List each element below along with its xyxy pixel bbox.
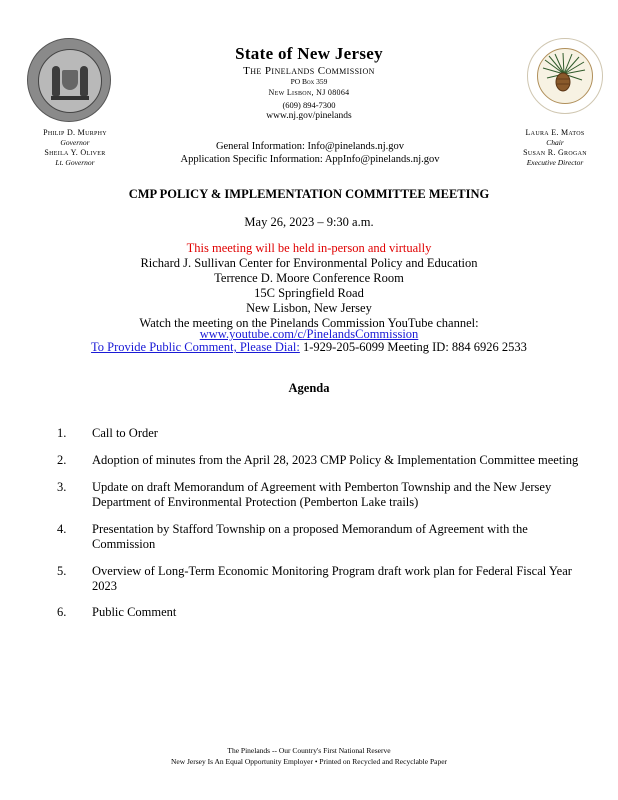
- watch-text: Watch the meeting on the Pinelands Commission YouTube channel:: [139, 316, 479, 330]
- governor-name: Philip D. Murphy: [43, 128, 107, 137]
- chair-name: Laura E. Matos: [525, 128, 585, 137]
- state-title: State of New Jersey: [235, 44, 383, 63]
- lt-governor-title: Lt. Governor: [55, 158, 95, 167]
- po-box: PO Box 359: [290, 77, 328, 86]
- agenda-item-text: Overview of Long-Term Economic Monitoring Program draft work plan for Federal Fiscal Year 2023: [92, 564, 572, 593]
- agenda-item-text: Call to Order: [92, 426, 158, 440]
- governor-title: Governor: [60, 138, 90, 147]
- youtube-link[interactable]: www.youtube.com/c/PinelandsCommission: [199, 327, 419, 341]
- location-line-4: New Lisbon, New Jersey: [246, 301, 372, 315]
- executive-director-name: Susan R. Grogan: [523, 148, 587, 157]
- agenda-item-text: Public Comment: [92, 605, 177, 619]
- location-line-2: Terrence D. Moore Conference Room: [214, 271, 404, 285]
- location-line-3: 15C Springfield Road: [254, 286, 364, 300]
- town-address: New Lisbon, NJ 08064: [268, 88, 350, 97]
- meeting-notice: This meeting will be held in-person and virtually: [186, 241, 432, 255]
- lt-governor-name: Sheila Y. Oliver: [44, 148, 106, 157]
- executive-director-title: Executive Director: [526, 158, 584, 167]
- agenda-item-text: Update on draft Memorandum of Agreement with Pemberton Township and the New Jersey Department of Environmental Protection (Pemberton Lake trails): [92, 480, 552, 509]
- agenda-item-text: Adoption of minutes from the April 28, 2023 CMP Policy & Implementation Committee meeting: [92, 453, 579, 467]
- meeting-date: May 26, 2023 – 9:30 a.m.: [244, 215, 374, 229]
- general-info: General Information: Info@pinelands.nj.gov: [215, 141, 405, 152]
- agenda-item-number: 2.: [57, 453, 67, 467]
- footer-line-2: New Jersey Is An Equal Opportunity Employer • Printed on Recycled and Recyclable Paper: [170, 757, 448, 766]
- agenda-item-number: 5.: [57, 564, 67, 578]
- agenda-item-number: 4.: [57, 522, 67, 536]
- agenda-item-number: 3.: [57, 480, 67, 494]
- footer-line-1: The Pinelands -- Our Country's First National Reserve: [227, 746, 391, 755]
- agenda-item-text: Presentation by Stafford Township on a proposed Memorandum of Agreement with the Commission: [92, 522, 528, 551]
- officials-right: [490, 128, 618, 168]
- commission-name: The Pinelands Commission: [243, 65, 375, 77]
- public-comment-link[interactable]: To Provide Public Comment, Please Dial:: [91, 340, 300, 354]
- officials-left: [10, 128, 140, 168]
- public-comment-line: [0, 340, 618, 355]
- chair-title: Chair: [546, 138, 564, 147]
- meeting-title: CMP POLICY & IMPLEMENTATION COMMITTEE MEETING: [128, 187, 490, 201]
- application-info: Application Specific Information: AppInfo@pinelands.nj.gov: [180, 154, 440, 165]
- location-line-1: Richard J. Sullivan Center for Environmental Policy and Education: [140, 256, 478, 270]
- agenda-heading: Agenda: [288, 381, 330, 395]
- website: www.nj.gov/pinelands: [266, 111, 352, 121]
- agenda-item-number: 6.: [57, 605, 67, 619]
- public-comment-dial-info: 1-929-205-6099 Meeting ID: 884 6926 2533: [299, 340, 527, 354]
- phone-number: (609) 894-7300: [282, 100, 336, 110]
- agenda-item-number: 1.: [57, 426, 67, 440]
